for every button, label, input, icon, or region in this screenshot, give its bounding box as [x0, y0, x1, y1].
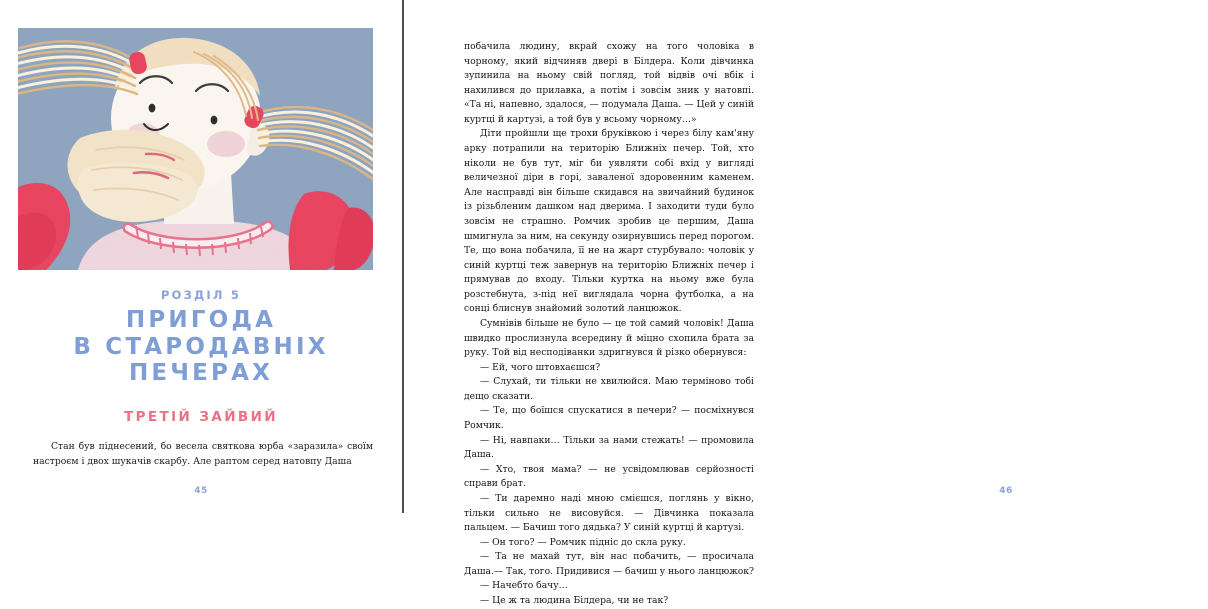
- page-number-right: 46: [999, 486, 1013, 496]
- body-paragraph: — Те, що боїшся спускатися в печери? — посміхнувся Ромчик.: [464, 405, 754, 432]
- body-paragraph: Діти пройшли ще трохи бруківкою і через білу кам'яну арку потрапили на територію Ближніх печер. Той, хто ніколи не був тут, міг би уявляти собі вхід у вигляді величезної діри в горі, заваленої здоровенним каменем. Але насправді він більше скидався на звичайний будинок із різьбленим дашком над дверима. І заходити туди було зовсім не страшно. Ромчик зробив це першим, Даша шмигнула за ним, на секунду озирнувшись перед порогом. Те, що вона побачила, її не на жарт стурбувало: чоловік у синій куртці теж завернув на територію Ближніх печер і прямував до входу. Тільки куртка на ньому вже була розстебнута, з-під неї виглядала чорна футболка, а на сонці блиснув знайомий золотий ланцюжок.: [464, 128, 754, 315]
- chapter-heading-block: [0, 288, 402, 425]
- left-page: [0, 0, 402, 513]
- body-paragraph: — Та не махай тут, він нас побачить, — просичала Даша.— Так, того. Придивися — бачиш у нього ланцюжок?: [464, 551, 754, 577]
- body-paragraph: Сумнівів більше не було — це той самий чоловік! Даша швидко прослизнула всередину й міцно схопила брата за руку. Той від несподіванки здригнувся й різко обернувся:: [464, 317, 754, 359]
- left-page-body-text: Стан був піднесений, бо весела святкова юрба «заразила» своїм настроєм і двох шукачів скарбу. Але раптом серед натовпу Даша: [33, 441, 373, 467]
- body-paragraph: — Начебто бачу…: [480, 580, 568, 592]
- body-paragraph: побачила людину, вкрай схожу на того чоловіка в чорному, який відчиняв двері в Білдера. Коли дівчинка зупинила на ньому свій погляд, той відвів очі вбік і нахилився до прилавка, а потім і зовсім зник у натовпі. «Та ні, напевно, здалося, — подумала Даша. — Цей у синій куртці й картузі, а той був у всьому чорному…»: [464, 41, 754, 125]
- right-page-body-text: [464, 40, 754, 609]
- body-paragraph: — Ей, чого штовхаєшся?: [480, 361, 601, 373]
- page-number-left: 45: [194, 486, 208, 496]
- body-paragraph: — Он того? — Ромчик підніс до скла руку.: [480, 536, 686, 548]
- body-paragraph: — Це ж та людина Білдера, чи не так?: [480, 594, 669, 606]
- story-title: ТРЕТІЙ ЗАЙВИЙ: [124, 409, 278, 426]
- page-gutter-divider: [402, 0, 404, 513]
- chapter-title-line-1: ПРИГОДА: [125, 307, 277, 333]
- right-page: [402, 0, 1013, 606]
- illustration-artwork: [18, 28, 373, 270]
- body-paragraph: — Ти даремно наді мною смієшся, поглянь у вікно, тільки сильно не висовуйся. — Дівчинка показала пальцем. — Бачиш того дядька? У синій куртці й картузі.: [464, 492, 754, 534]
- body-paragraph: — Слухай, ти тільки не хвилюйся. Маю терміново тобі дещо сказати.: [464, 376, 754, 402]
- chapter-title: [0, 307, 402, 387]
- girl-with-pigtails-illustration: [18, 28, 373, 270]
- body-paragraph: — Ні, навпаки… Тільки за нами стежать! — промовила Даша.: [464, 434, 754, 461]
- chapter-title-line-2: В СТАРОДАВНІХ: [73, 333, 329, 360]
- chapter-kicker: РОЗДІЛ 5: [160, 288, 242, 302]
- chapter-title-line-3: ПЕЧЕРАХ: [128, 360, 274, 387]
- body-paragraph: — Хто, твоя мама? — не усвідомлював серйозності справи брат.: [464, 463, 754, 490]
